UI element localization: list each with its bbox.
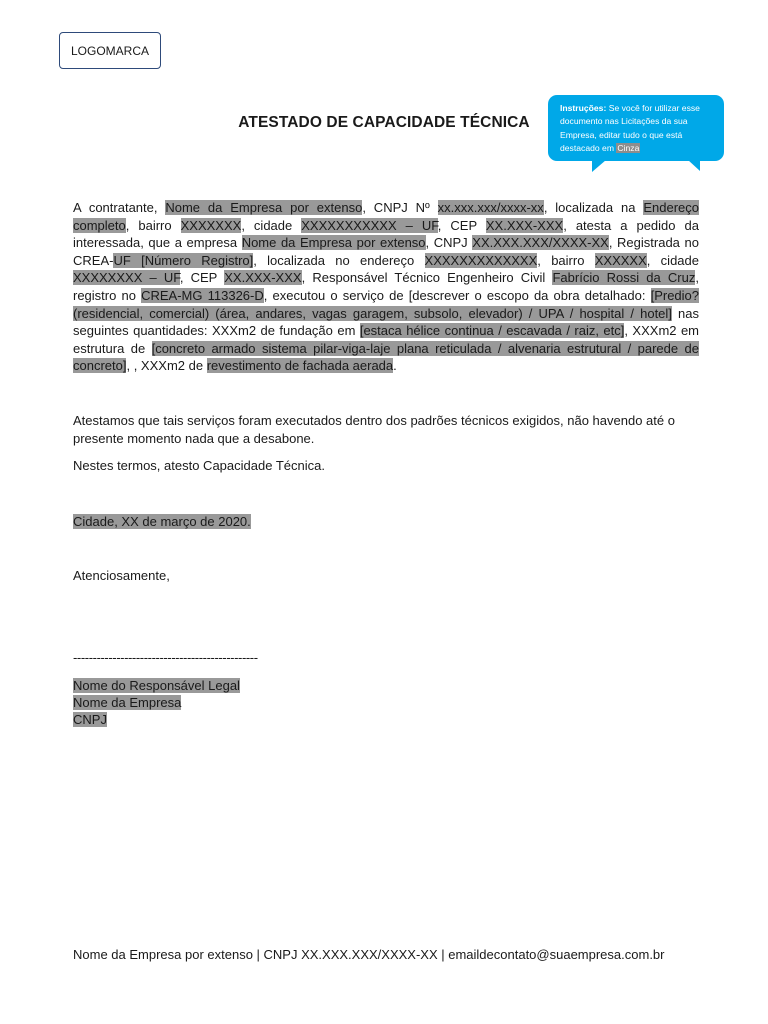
paragraph-text: , bairro <box>125 217 181 233</box>
instructions-callout <box>548 95 724 161</box>
editable-field: xx.xxx.xxx/xxxx-xx <box>437 200 544 215</box>
callout-highlight-word: Cinza <box>617 142 640 153</box>
editable-field: XX.XXX.XXX/XXXX-XX <box>472 235 609 251</box>
paragraph-text: nas seguintes quantidades: XXXm2 de fundação em <box>73 305 700 339</box>
paragraph-text: , atesta a pedido da interessada, que a empresa <box>73 217 699 251</box>
logo-placeholder <box>59 32 161 69</box>
signer-company: Nome da Empresa <box>73 695 182 710</box>
paragraph-text: , cidade <box>241 217 302 233</box>
callout-tail-right <box>688 160 700 171</box>
editable-field: XXXXXXXXXXXXX <box>424 252 538 268</box>
editable-field: Endereço completo <box>73 200 699 233</box>
callout-tail <box>592 160 606 172</box>
signature-block <box>73 677 240 728</box>
closing-text: Atenciosamente, <box>73 568 170 583</box>
date-text: Cidade, XX de março de 2020. <box>73 514 251 529</box>
editable-field: XXXXXXXXXXX – UF <box>301 217 438 233</box>
paragraph-text: , CEP <box>437 217 486 233</box>
paragraph-text: , CEP <box>179 270 225 286</box>
date-line <box>73 513 251 531</box>
paragraph-text: , cidade <box>646 252 699 268</box>
paragraph-text: , registro no <box>73 270 699 303</box>
paragraph-text: A contratante, <box>73 200 166 215</box>
paragraph-text: , Registrada no CREA- <box>73 235 699 268</box>
paragraph-text: . <box>393 358 397 374</box>
page-footer: Nome da Empresa por extenso | CNPJ XX.XXX.XXX/XXXX-XX | emaildecontato@suaempresa.com.br <box>73 947 665 962</box>
editable-field: XXXXXXXX – UF <box>73 270 180 286</box>
editable-field: CREA-MG 113326-D <box>141 287 264 303</box>
editable-field: Fabrício Rossi da Cruz <box>552 270 696 286</box>
editable-field: Nome da Empresa por extenso <box>241 235 426 251</box>
signer-cnpj: CNPJ <box>73 712 107 727</box>
paragraph-text: , Responsável Técnico Engenheiro Civil <box>301 270 553 286</box>
signature-line: ----------------------------------------------- <box>73 650 258 665</box>
document-title: ATESTADO DE CAPACIDADE TÉCNICA <box>238 114 530 131</box>
paragraph-text: , localizada no endereço <box>253 252 425 268</box>
attestation-paragraph <box>73 199 699 375</box>
paragraph-text: , executou o serviço de [descrever o escopo da obra detalhado: <box>263 287 651 303</box>
attestation-statement: Atestamos que tais serviços foram executados dentro dos padrões técnicos exigidos, não havendo até o presente momento nada que a desabone. <box>73 413 675 446</box>
callout-text: Se você for utilizar esse documento nas Licitações da sua Empresa, editar tudo o que está destacado em <box>560 103 700 153</box>
signer-name: Nome do Responsável Legal <box>73 678 240 693</box>
editable-field: revestimento de fachada aerada <box>206 358 394 374</box>
editable-field: UF [Número Registro] <box>113 252 254 268</box>
paragraph-text: , bairro <box>537 252 595 268</box>
paragraph-text: , CNPJ <box>425 235 473 251</box>
editable-field: XXXXXXX <box>180 217 242 233</box>
editable-field: XX.XXX-XXX <box>224 270 302 286</box>
capacity-statement: Nestes termos, atesto Capacidade Técnica. <box>73 458 325 473</box>
editable-field: [concreto armado sistema pilar-viga-laje plana reticulada / alvenaria estrutural / parede de concreto] <box>73 340 699 374</box>
editable-field: [Predio? (residencial, comercial) (área, andares, vagas garagem, subsolo, elevador) / UPA / hospital / hotel] <box>73 287 699 321</box>
paragraph-text: , , XXXm2 de <box>126 358 207 374</box>
editable-field: Nome da Empresa por extenso <box>165 200 363 215</box>
editable-field: [estaca hélice continua / escavada / raiz, etc] <box>359 323 625 339</box>
editable-field: XX.XXX-XXX <box>485 217 564 233</box>
logo-label: LOGOMARCA <box>70 43 149 58</box>
callout-label: Instruções: <box>560 103 607 113</box>
paragraph-text: , CNPJ Nº <box>362 200 438 215</box>
paragraph-text: , localizada na <box>543 200 644 215</box>
editable-field: XXXXXX <box>594 252 647 268</box>
paragraph-text: , XXXm2 em estrutura de <box>73 323 700 356</box>
